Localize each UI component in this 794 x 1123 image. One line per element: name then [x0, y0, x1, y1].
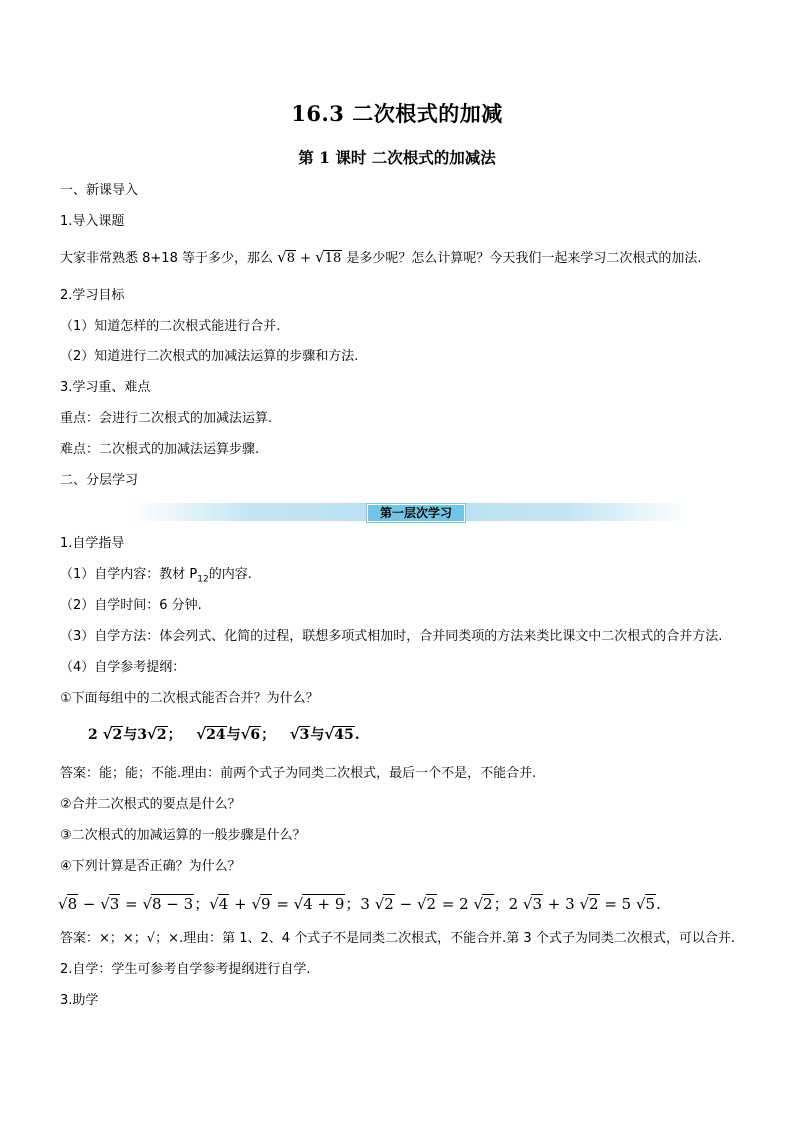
item-heading-goals: 2.学习目标: [60, 288, 125, 303]
radical: √2: [374, 895, 394, 913]
difficult-point: 难点：二次根式的加减法运算步骤.: [60, 442, 260, 457]
radical: √4 + 9: [293, 895, 345, 913]
radical: √4: [209, 895, 229, 913]
level-banner: [130, 503, 690, 521]
radical: √3: [289, 725, 310, 743]
question-4: ④下列计算是否正确？为什么？: [60, 859, 241, 874]
radical: √2: [102, 725, 123, 743]
radical: √2: [579, 895, 599, 913]
radical: √24: [196, 725, 226, 743]
radical: √5: [635, 895, 656, 913]
item-heading-key-points: 3.学习重、难点: [60, 380, 151, 395]
key-point: 重点：会进行二次根式的加减法运算.: [60, 411, 273, 426]
radical: √8: [58, 895, 78, 913]
self-study: 2.自学：学生可参考自学参考提纲进行自学.: [60, 962, 311, 977]
answer-4: 答案：×；×；√；×.理由：第 1、2、4 个式子不是同类二次根式，不能合并.第 3 个式子为同类二次根式，可以合并.: [60, 931, 735, 946]
guide-method: （3）自学方法：体会列式、化简的过程，联想多项式相加时，合并同类项的方法来类比课文中二次根式的合并方法.: [60, 629, 723, 644]
section-heading-new-lesson: 一、新课导入: [60, 183, 139, 198]
radical: √6: [240, 725, 261, 743]
question-4-expressions: √8 − √3 = √8 − 3；√4 + √9 = √4 + 9；3 √2 − √2 = 2 √2；2 √3 + 3 √2 = 5 √5.: [58, 895, 661, 913]
section-heading-layered-study: 二、分层学习: [60, 473, 139, 488]
guide-content: （1）自学内容：教材 $P_{12}$的内容.: [60, 567, 252, 585]
question-1-expressions: 2 √2与3√2； √24与√6； √3与√45.: [88, 725, 360, 743]
question-2: ②合并二次根式的要点是什么？: [60, 797, 241, 812]
radical: √8: [277, 248, 295, 266]
answer-1: 答案：能；能；不能.理由：前两个式子为同类二次根式，最后一个不是，不能合并.: [60, 766, 537, 781]
intro-math: √8 + √18: [277, 248, 342, 266]
lesson-subtitle: 第 1 课时 二次根式的加减法: [298, 148, 496, 167]
goal-item: （2）知道进行二次根式的加减法运算的步骤和方法.: [60, 349, 359, 364]
item-heading-intro: 1.导入课题: [60, 214, 125, 229]
item-heading-help-study: 3.助学: [60, 993, 99, 1008]
item-heading-guide: 1.自学指导: [60, 536, 125, 551]
page-title: 16.3 二次根式的加减: [291, 101, 503, 126]
goal-item: （1）知道怎样的二次根式能进行合并.: [60, 319, 281, 334]
radical: √2: [416, 895, 437, 913]
radical: √3: [522, 895, 543, 913]
radical: √3: [100, 895, 120, 913]
radical: √2: [473, 895, 493, 913]
question-3: ③二次根式的加减运算的一般步骤是什么？: [60, 828, 306, 843]
question-1: ①下面每组中的二次根式能否合并？为什么？: [60, 691, 319, 706]
radical: √45: [324, 725, 354, 743]
radical: √8 − 3: [142, 895, 194, 913]
guide-time: （2）自学时间：6 分钟.: [60, 598, 202, 613]
radical: √18: [315, 248, 342, 266]
intro-paragraph: 大家非常熟悉 8+18 等于多少，那么 √8 + √18 是多少呢？怎么计算呢？今天我们一起来学习二次根式的加法.: [60, 248, 702, 266]
banner-label: 第一层次学习: [367, 504, 465, 522]
radical: √9: [251, 895, 271, 913]
radical: √2: [146, 725, 167, 743]
guide-outline: （4）自学参考提纲：: [60, 660, 186, 675]
